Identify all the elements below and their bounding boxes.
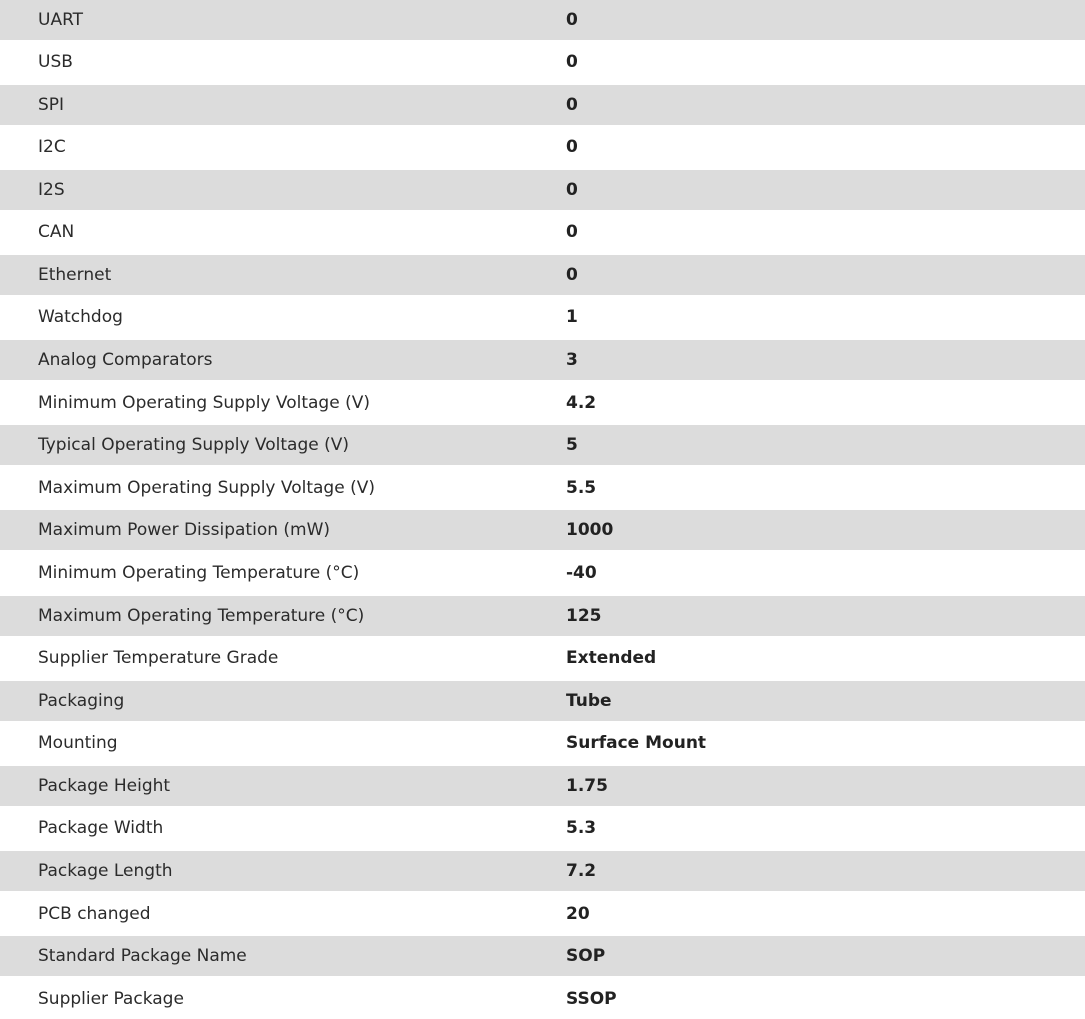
spec-row-package-width bbox=[0, 808, 1085, 848]
spec-label: PCB changed bbox=[38, 904, 151, 924]
spec-label: Typical Operating Supply Voltage (V) bbox=[38, 435, 349, 455]
spec-value: 1.75 bbox=[566, 776, 608, 796]
spec-row-i2s bbox=[0, 170, 1085, 210]
spec-label: Standard Package Name bbox=[38, 946, 247, 966]
spec-label: Analog Comparators bbox=[38, 350, 213, 370]
spec-label: Maximum Power Dissipation (mW) bbox=[38, 520, 331, 540]
spec-value: Tube bbox=[566, 691, 612, 711]
spec-label: Watchdog bbox=[38, 307, 123, 327]
spec-value: 7.2 bbox=[566, 861, 597, 881]
spec-row-spi bbox=[0, 85, 1085, 125]
spec-value: 0 bbox=[566, 52, 578, 72]
spec-row-watchdog bbox=[0, 297, 1085, 337]
spec-label: Minimum Operating Supply Voltage (V) bbox=[38, 393, 370, 413]
spec-label: UART bbox=[38, 10, 84, 30]
spec-row-typ-supply-voltage bbox=[0, 425, 1085, 465]
spec-label: Mounting bbox=[38, 733, 118, 753]
spec-row-package-height bbox=[0, 766, 1085, 806]
spec-value: 4.2 bbox=[566, 393, 597, 413]
spec-label: SPI bbox=[38, 95, 65, 115]
spec-label: Maximum Operating Temperature (°C) bbox=[38, 606, 365, 626]
spec-value: 0 bbox=[566, 222, 578, 242]
spec-value: 0 bbox=[566, 137, 578, 157]
spec-row-ethernet bbox=[0, 255, 1085, 295]
spec-label: Package Height bbox=[38, 776, 171, 796]
spec-row-usb bbox=[0, 42, 1085, 82]
spec-value: Extended bbox=[566, 648, 657, 668]
spec-label: Ethernet bbox=[38, 265, 112, 285]
spec-value: 0 bbox=[566, 265, 578, 285]
spec-label: CAN bbox=[38, 222, 75, 242]
spec-row-analog-comparators bbox=[0, 340, 1085, 380]
spec-label: I2C bbox=[38, 137, 66, 157]
spec-label: USB bbox=[38, 52, 73, 72]
spec-label: Minimum Operating Temperature (°C) bbox=[38, 563, 360, 583]
spec-row-supplier-temp-grade bbox=[0, 638, 1085, 678]
spec-value: 0 bbox=[566, 10, 578, 30]
spec-value: 1 bbox=[566, 307, 578, 327]
spec-value: 1000 bbox=[566, 520, 614, 540]
spec-row-pcb-changed bbox=[0, 894, 1085, 934]
spec-row-min-supply-voltage bbox=[0, 383, 1085, 423]
spec-value: Surface Mount bbox=[566, 733, 707, 753]
spec-row-package-length bbox=[0, 851, 1085, 891]
spec-row-i2c bbox=[0, 127, 1085, 167]
spec-row-standard-package-name bbox=[0, 936, 1085, 976]
spec-value: 5.3 bbox=[566, 818, 597, 838]
spec-label: I2S bbox=[38, 180, 65, 200]
spec-row-supplier-package bbox=[0, 979, 1085, 1019]
spec-value: 5 bbox=[566, 435, 578, 455]
spec-row-packaging bbox=[0, 681, 1085, 721]
spec-value: 3 bbox=[566, 350, 578, 370]
spec-row-max-supply-voltage bbox=[0, 468, 1085, 508]
spec-label: Package Length bbox=[38, 861, 173, 881]
spec-row-min-operating-temp bbox=[0, 553, 1085, 593]
spec-value: 0 bbox=[566, 95, 578, 115]
spec-row-max-operating-temp bbox=[0, 596, 1085, 636]
spec-label: Maximum Operating Supply Voltage (V) bbox=[38, 478, 375, 498]
spec-value: SSOP bbox=[566, 989, 617, 1009]
spec-value: 20 bbox=[566, 904, 590, 924]
spec-row-uart bbox=[0, 0, 1085, 40]
spec-value: SOP bbox=[566, 946, 606, 966]
spec-row-max-power-dissipation bbox=[0, 510, 1085, 550]
spec-label: Supplier Temperature Grade bbox=[38, 648, 279, 668]
spec-value: 0 bbox=[566, 180, 578, 200]
spec-label: Supplier Package bbox=[38, 989, 184, 1009]
spec-row-mounting bbox=[0, 723, 1085, 763]
spec-value: -40 bbox=[566, 563, 597, 583]
spec-row-can bbox=[0, 212, 1085, 252]
spec-value: 5.5 bbox=[566, 478, 597, 498]
spec-label: Packaging bbox=[38, 691, 125, 711]
spec-label: Package Width bbox=[38, 818, 164, 838]
spec-value: 125 bbox=[566, 606, 602, 626]
